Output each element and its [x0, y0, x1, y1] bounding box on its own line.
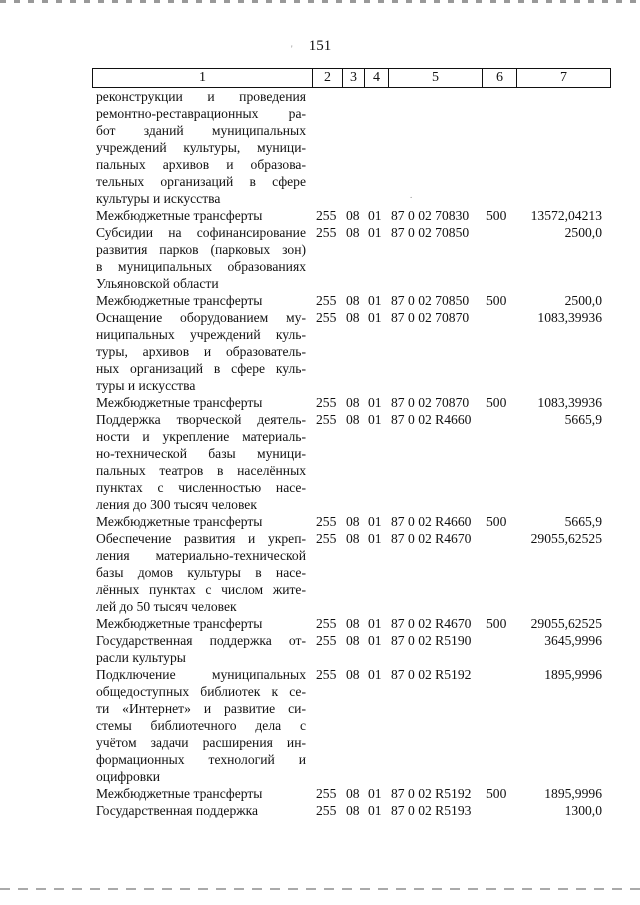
row-name-line: Государственная поддержка [96, 803, 259, 818]
cell-c2: 255 [316, 803, 337, 818]
cell-c4: 01 [368, 395, 382, 410]
row-name-line: Оснащение оборудованием му- [96, 310, 306, 325]
row-name-line: развития парков (парковых зон) [96, 242, 306, 257]
cell-c3: 08 [346, 803, 360, 818]
cell-c2: 255 [316, 514, 337, 529]
cell-c7: 3645,9996 [544, 633, 602, 648]
row-name-line: общедоступных библиотек к се- [96, 684, 306, 699]
cell-c5: 87 0 02 R5190 [391, 633, 472, 648]
row-name-line: туры, архивов и образователь- [96, 344, 306, 359]
cell-c7: 5665,9 [564, 412, 602, 427]
cell-c2: 255 [316, 786, 337, 801]
scan-bottom-edge [0, 888, 640, 890]
cell-c4: 01 [368, 531, 382, 546]
column-header: 5 [389, 69, 483, 88]
cell-c5: 87 0 02 70870 [391, 395, 470, 410]
row-name-line: учётом задачи расширения ин- [96, 735, 306, 750]
row-name-line: культуры и искусства [96, 191, 221, 206]
row-name-line: формационных технологий и [96, 752, 306, 767]
cell-c5: 87 0 02 R4670 [391, 616, 472, 631]
table-row [0, 632, 640, 666]
row-name-line: тельных организаций в сфере [96, 174, 306, 189]
cell-c3: 08 [346, 208, 360, 223]
row-name-line: базы домов культуры в насе- [96, 565, 306, 580]
scan-speck: . [410, 190, 413, 200]
cell-c3: 08 [346, 616, 360, 631]
row-name-line: ных организаций в сфере куль- [96, 361, 306, 376]
cell-c3: 08 [346, 786, 360, 801]
row-name-line: лённых пунктах с числом жите- [96, 582, 306, 597]
row-name-line: Субсидии на софинансирование [96, 225, 306, 240]
cell-c2: 255 [316, 412, 337, 427]
table-row [0, 309, 640, 394]
row-name-line: Межбюджетные трансферты [96, 616, 263, 631]
cell-c6: 500 [486, 514, 507, 529]
row-name-line: ления до 300 тысяч человек [96, 497, 257, 512]
cell-c3: 08 [346, 531, 360, 546]
row-name-line: ления материально-технической [96, 548, 306, 563]
cell-c4: 01 [368, 310, 382, 325]
row-name-line: расли культуры [96, 650, 186, 665]
cell-c7: 5665,9 [564, 514, 602, 529]
table-row [0, 802, 640, 819]
cell-c7: 1895,9996 [544, 786, 602, 801]
cell-c5: 87 0 02 70830 [391, 208, 470, 223]
cell-c4: 01 [368, 786, 382, 801]
scan-speck: ' [291, 44, 293, 54]
row-name-line: стемы библиотечного дела с [96, 718, 306, 733]
table-row [0, 513, 640, 530]
cell-c4: 01 [368, 803, 382, 818]
row-name-line: ремонтно-реставрационных ра- [96, 106, 306, 121]
cell-c4: 01 [368, 633, 382, 648]
cell-c7: 1083,39936 [537, 310, 602, 325]
cell-c7: 29055,62525 [530, 531, 602, 546]
cell-c6: 500 [486, 208, 507, 223]
table-row [0, 88, 640, 207]
table-row [0, 207, 640, 224]
cell-c4: 01 [368, 667, 382, 682]
row-name-line: Межбюджетные трансферты [96, 514, 263, 529]
row-name [0, 88, 640, 207]
cell-c6: 500 [486, 616, 507, 631]
row-name-line: пунктах с численностью насе- [96, 480, 306, 495]
cell-c3: 08 [346, 514, 360, 529]
cell-c3: 08 [346, 633, 360, 648]
row-name-line: пальных театров в населённых [96, 463, 306, 478]
cell-c5: 87 0 02 R5192 [391, 786, 472, 801]
column-header-table [92, 68, 611, 88]
row-name-line: оцифровки [96, 769, 161, 784]
cell-c5: 87 0 02 R4660 [391, 412, 472, 427]
cell-c3: 08 [346, 667, 360, 682]
cell-c7: 1895,9996 [544, 667, 602, 682]
cell-c5: 87 0 02 R5192 [391, 667, 472, 682]
cell-c7: 13572,04213 [530, 208, 602, 223]
cell-c5: 87 0 02 70850 [391, 225, 470, 240]
cell-c6: 500 [486, 786, 507, 801]
cell-c4: 01 [368, 616, 382, 631]
row-name-line: Межбюджетные трансферты [96, 786, 263, 801]
cell-c2: 255 [316, 531, 337, 546]
cell-c7: 1300,0 [564, 803, 602, 818]
row-name-line: Межбюджетные трансферты [96, 208, 263, 223]
column-header: 6 [483, 69, 517, 88]
cell-c7: 2500,0 [564, 225, 602, 240]
row-name-line: ниципальных учреждений куль- [96, 327, 306, 342]
cell-c4: 01 [368, 412, 382, 427]
cell-c3: 08 [346, 225, 360, 240]
row-name-line: Подключение муниципальных [96, 667, 306, 682]
column-header: 3 [343, 69, 365, 88]
row-name-line: Государственная поддержка от- [96, 633, 306, 648]
row-name-line: но-технической базы муници- [96, 446, 306, 461]
cell-c3: 08 [346, 395, 360, 410]
cell-c7: 1083,39936 [537, 395, 602, 410]
column-header: 4 [365, 69, 389, 88]
table-row [0, 530, 640, 615]
column-header: 1 [93, 69, 313, 88]
table-row [0, 666, 640, 785]
cell-c3: 08 [346, 412, 360, 427]
cell-c5: 87 0 02 70850 [391, 293, 470, 308]
cell-c5: 87 0 02 R4660 [391, 514, 472, 529]
table-row [0, 785, 640, 802]
cell-c6: 500 [486, 395, 507, 410]
row-name-line: учреждений культуры, муници- [96, 140, 306, 155]
cell-c2: 255 [316, 310, 337, 325]
column-header: 2 [313, 69, 343, 88]
cell-c3: 08 [346, 293, 360, 308]
row-name-line: Межбюджетные трансферты [96, 293, 263, 308]
cell-c7: 29055,62525 [530, 616, 602, 631]
column-header: 7 [517, 69, 611, 88]
cell-c3: 08 [346, 310, 360, 325]
row-name-line: реконструкции и проведения [96, 89, 306, 104]
cell-c5: 87 0 02 70870 [391, 310, 470, 325]
row-name-line: Поддержка творческой деятель- [96, 412, 306, 427]
row-name [0, 666, 640, 785]
cell-c2: 255 [316, 395, 337, 410]
cell-c2: 255 [316, 616, 337, 631]
table-row [0, 292, 640, 309]
scan-top-edge [0, 0, 640, 3]
cell-c2: 255 [316, 667, 337, 682]
page-number: 151 [308, 38, 332, 54]
row-name-line: пальных архивов и образова- [96, 157, 306, 172]
cell-c5: 87 0 02 R4670 [391, 531, 472, 546]
row-name-line: туры и искусства [96, 378, 196, 393]
cell-c7: 2500,0 [564, 293, 602, 308]
cell-c2: 255 [316, 633, 337, 648]
row-name-line: ти «Интернет» и развитие си- [96, 701, 306, 716]
cell-c4: 01 [368, 225, 382, 240]
cell-c4: 01 [368, 293, 382, 308]
cell-c6: 500 [486, 293, 507, 308]
row-name-line: в муниципальных образованиях [96, 259, 306, 274]
cell-c4: 01 [368, 208, 382, 223]
cell-c4: 01 [368, 514, 382, 529]
cell-c2: 255 [316, 208, 337, 223]
table-row [0, 394, 640, 411]
cell-c5: 87 0 02 R5193 [391, 803, 472, 818]
row-name-line: бот зданий муниципальных [96, 123, 306, 138]
table-row [0, 224, 640, 292]
row-name-line: лей до 50 тысяч человек [96, 599, 237, 614]
budget-table-body [0, 88, 640, 819]
table-row [0, 615, 640, 632]
row-name-line: Ульяновской области [96, 276, 219, 291]
row-name-line: Обеспечение развития и укреп- [96, 531, 306, 546]
row-name-line: ности и укрепление материаль- [96, 429, 306, 444]
cell-c2: 255 [316, 225, 337, 240]
table-row [0, 411, 640, 513]
row-name-line: Межбюджетные трансферты [96, 395, 263, 410]
cell-c2: 255 [316, 293, 337, 308]
